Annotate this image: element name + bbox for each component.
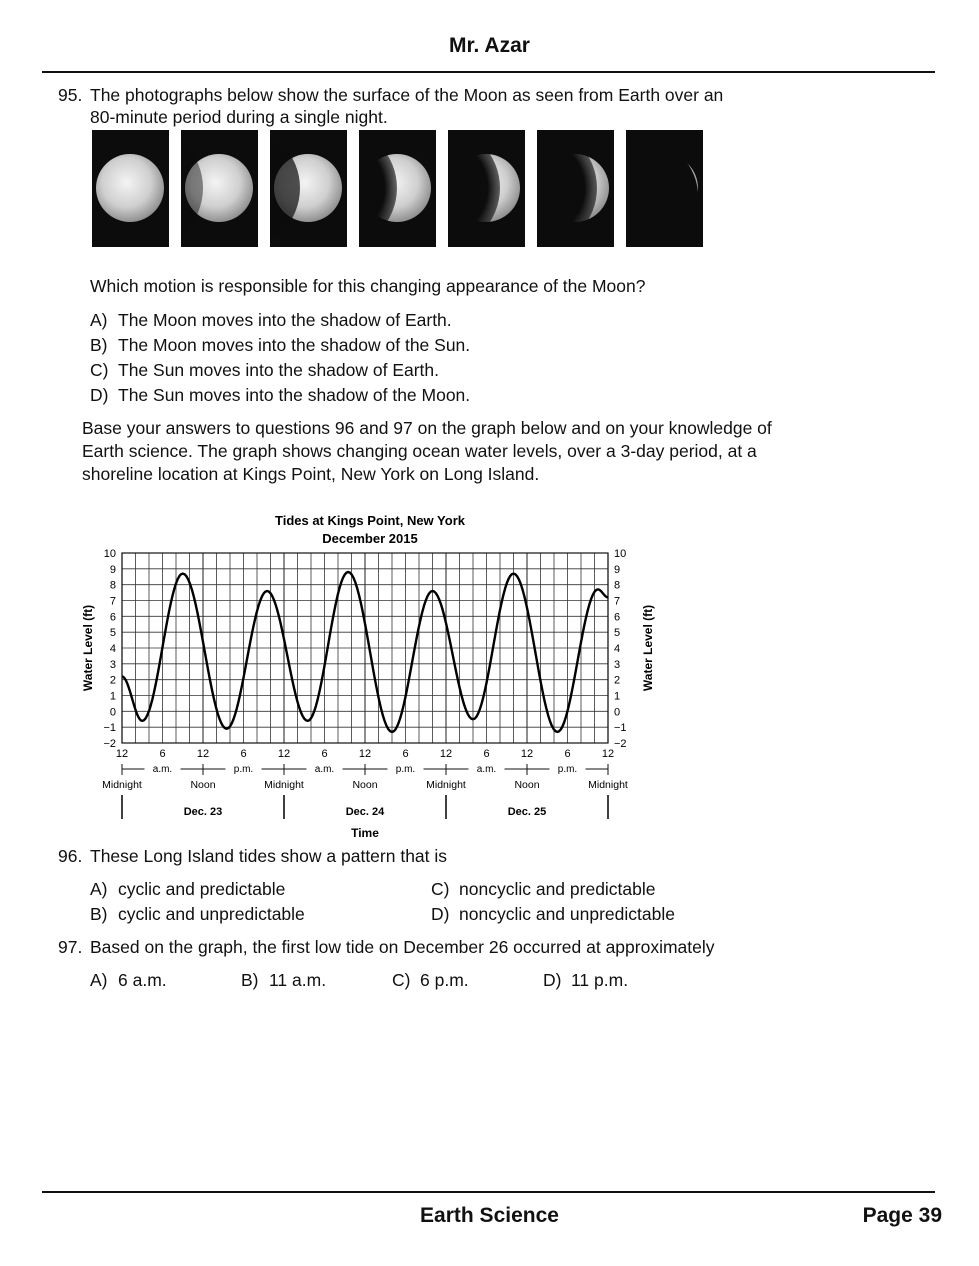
tide-chart — [78, 505, 668, 845]
y-tick-label-left: 6 — [109, 611, 116, 624]
intro-line1: Base your answers to questions 96 and 97 on the graph below and on your knowledge of — [82, 418, 772, 438]
y-tick-label-left: 0 — [109, 706, 116, 719]
moon-photo-6 — [537, 130, 614, 247]
x-tick-label: 6 — [321, 748, 328, 760]
x-tick-label: 12 — [277, 748, 291, 760]
x-tick-label: 12 — [358, 748, 372, 760]
q96-number: 96. — [58, 846, 83, 866]
period-label: a.m. — [314, 764, 335, 775]
moon-eclipse-photos — [92, 130, 704, 247]
q95-stem-line1: The photographs below show the surface of the Moon as seen from Earth over an — [90, 85, 724, 105]
q97-stem: Based on the graph, the first low tide on December 26 occurred at approximately — [90, 937, 715, 957]
y-tick-label-left: 8 — [109, 579, 116, 592]
y-tick-label-right: 6 — [614, 611, 621, 624]
y-tick-label-left: 7 — [109, 595, 116, 608]
chart-title: Tides at Kings Point, New York — [275, 513, 465, 528]
x-tick-label: 6 — [483, 748, 490, 760]
y-tick-label-right: 9 — [614, 563, 621, 576]
x-tick-label: 6 — [564, 748, 571, 760]
x-tick-label: 6 — [402, 748, 409, 760]
q95-choice-b[interactable]: B) The Moon moves into the shadow of the Sun. — [90, 335, 471, 355]
y-tick-label-left: 9 — [109, 563, 116, 576]
moon-photo-1 — [92, 130, 169, 247]
y-tick-label-right: 3 — [614, 658, 621, 671]
day-label: Dec. 23 — [183, 806, 223, 818]
y-tick-label-left: 4 — [109, 643, 116, 655]
x-tick-label: 12 — [196, 748, 210, 760]
day-label: Dec. 24 — [345, 806, 385, 818]
period-label: p.m. — [233, 764, 254, 775]
footer-subject: Earth Science — [420, 1204, 559, 1227]
period-label: p.m. — [395, 764, 416, 775]
x-tick-label: 6 — [159, 748, 166, 760]
y-tick-label-right: 2 — [614, 674, 621, 687]
q95-question: Which motion is responsible for this changing appearance of the Moon? — [90, 276, 646, 296]
intro-line3: shoreline location at Kings Point, New York on Long Island. — [82, 464, 540, 484]
q97-choice-a[interactable]: A) 6 a.m. — [90, 970, 167, 990]
q95-number: 95. — [58, 85, 83, 105]
q95-choice-d[interactable]: D) The Sun moves into the shadow of the Moon. — [90, 385, 471, 405]
time-reference-label: Midnight — [588, 779, 628, 791]
moon-photo-2 — [181, 130, 258, 247]
y-tick-label-left: −2 — [103, 738, 116, 750]
time-reference-label: Midnight — [264, 779, 304, 791]
y-tick-label-right: −1 — [614, 722, 627, 735]
day-label: Dec. 25 — [507, 806, 547, 818]
page-header-title: Mr. Azar — [449, 34, 530, 57]
time-reference-label: Midnight — [102, 779, 142, 791]
time-reference-label: Noon — [352, 779, 378, 791]
y-tick-label-right: 0 — [614, 706, 621, 719]
time-reference-label: Midnight — [426, 779, 466, 791]
q96-choice-b[interactable]: B) cyclic and unpredictable — [90, 904, 305, 924]
moon-photo-3 — [270, 130, 347, 247]
y-tick-label-right: 1 — [614, 690, 621, 703]
q96-stem: These Long Island tides show a pattern that is — [90, 846, 448, 866]
q97-number: 97. — [58, 937, 83, 957]
period-label: a.m. — [476, 764, 497, 775]
q97-choice-b[interactable]: B) 11 a.m. — [241, 970, 327, 990]
moon-photo-7 — [626, 130, 703, 247]
y-tick-label-left: 5 — [109, 627, 116, 640]
moon-photo-5 — [448, 130, 525, 247]
y-tick-label-right: 10 — [614, 548, 627, 560]
q95-choice-c[interactable]: C) The Sun moves into the shadow of Earth. — [90, 360, 440, 380]
q96-choice-d[interactable]: D) noncyclic and unpredictable — [431, 904, 675, 924]
y-tick-label-right: 4 — [614, 643, 621, 655]
intro-line2: Earth science. The graph shows changing ocean water levels, over a 3-day period, at a — [82, 441, 757, 461]
x-tick-label: 12 — [115, 748, 129, 760]
x-tick-label: 12 — [439, 748, 453, 760]
y-tick-label-left: 1 — [109, 690, 116, 703]
x-tick-label: 12 — [520, 748, 534, 760]
q96-choice-c[interactable]: C) noncyclic and predictable — [431, 879, 656, 899]
chart-subtitle: December 2015 — [322, 531, 418, 546]
x-tick-label: 6 — [240, 748, 247, 760]
y-tick-label-left: 10 — [103, 548, 116, 560]
y-tick-label-right: 7 — [614, 595, 621, 608]
y-axis-label-right: Water Level (ft) — [641, 604, 655, 692]
period-label: p.m. — [557, 764, 578, 775]
period-label: a.m. — [152, 764, 173, 775]
footer-rule — [42, 1191, 935, 1193]
moon-photo-4 — [359, 130, 436, 247]
y-tick-label-right: −2 — [614, 738, 627, 750]
q96-choice-a[interactable]: A) cyclic and predictable — [90, 879, 286, 899]
footer-page-number: Page 39 — [862, 1204, 942, 1227]
y-tick-label-left: −1 — [103, 722, 116, 735]
y-tick-label-left: 3 — [109, 658, 116, 671]
x-tick-label: 12 — [601, 748, 615, 760]
y-axis-label-left: Water Level (ft) — [81, 604, 95, 692]
q95-stem-line2: 80-minute period during a single night. — [90, 107, 388, 127]
y-tick-label-left: 2 — [109, 674, 116, 687]
q97-choice-d[interactable]: D) 11 p.m. — [543, 970, 629, 990]
q95-choice-a[interactable]: A) The Moon moves into the shadow of Earth. — [90, 310, 452, 330]
time-reference-label: Noon — [190, 779, 216, 791]
q97-choice-c[interactable]: C) 6 p.m. — [392, 970, 469, 990]
y-tick-label-right: 8 — [614, 579, 621, 592]
header-rule — [42, 71, 935, 73]
x-axis-label: Time — [351, 826, 379, 840]
time-reference-label: Noon — [514, 779, 540, 791]
y-tick-label-right: 5 — [614, 627, 621, 640]
